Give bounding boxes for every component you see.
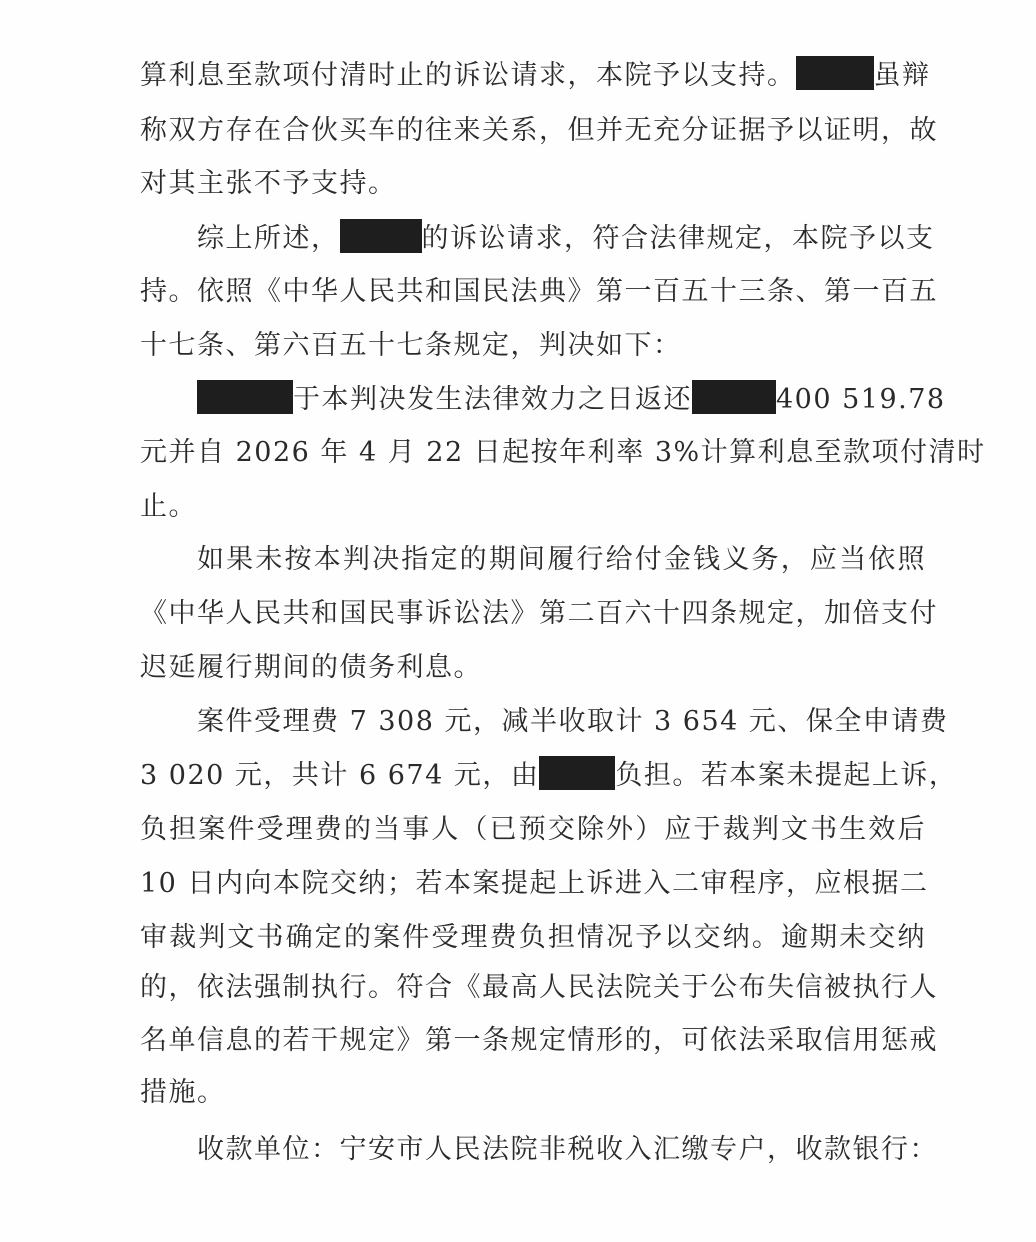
text-segment: 十七条、第六百五十七条规定，判决如下： — [140, 330, 682, 361]
text-line-13 — [140, 702, 949, 742]
text-segment: 名单信息的若干规定》第一条规定情形的，可依法采取信用惩戒 — [140, 1025, 938, 1056]
text-segment: 负担。若本案未提起上诉， — [615, 760, 958, 791]
text-line-9 — [140, 487, 926, 527]
text-line-18 — [140, 968, 938, 1008]
text-line-8 — [140, 433, 986, 473]
text-segment: 案件受理费 7 308 元，减半收取计 3 654 元、保全申请费 — [197, 706, 949, 737]
text-line-7 — [140, 380, 946, 420]
text-segment: 的诉讼请求，符合法律规定，本院予以支 — [421, 223, 935, 254]
text-segment: 虽辩 — [873, 60, 931, 91]
text-segment: 10 日内向本院交纳；若本案提起上诉进入二审程序，应根据二 — [140, 868, 929, 899]
text-segment: 审裁判文书确定的案件受理费负担情况予以交纳。逾期未交纳 — [140, 922, 926, 953]
text-line-6 — [140, 326, 926, 366]
text-line-11 — [140, 594, 938, 634]
text-line-17 — [140, 918, 926, 958]
redacted-name — [197, 380, 293, 414]
text-line-15 — [140, 810, 926, 850]
text-line-20 — [140, 1073, 926, 1113]
text-segment: 综上所述， — [197, 223, 340, 254]
text-line-21 — [140, 1130, 938, 1170]
text-line-4 — [140, 219, 935, 259]
text-segment: 算利息至款项付清时止的诉讼请求，本院予以支持。 — [140, 60, 796, 91]
text-line-2 — [140, 111, 938, 151]
redacted-name — [539, 756, 615, 790]
text-segment: 负担案件受理费的当事人（已预交除外）应于裁判文书生效后 — [140, 814, 926, 845]
text-line-14 — [140, 756, 958, 796]
text-line-3 — [140, 164, 926, 204]
amount-text: 400 519.78 — [776, 384, 946, 415]
text-segment: 《中华人民共和国民事诉讼法》第二百六十四条规定，加倍支付 — [140, 598, 938, 629]
text-segment: 迟延履行期间的债务利息。 — [140, 652, 482, 683]
text-segment: 止。 — [140, 491, 197, 522]
text-segment: 的，依法强制执行。符合《最高人民法院关于公布失信被执行人 — [140, 972, 938, 1003]
text-line-19 — [140, 1021, 938, 1061]
text-segment: 3 020 元，共计 6 674 元，由 — [140, 760, 540, 791]
text-line-5 — [140, 272, 938, 312]
text-line-16 — [140, 864, 929, 904]
redacted-name — [796, 56, 874, 90]
text-line-1 — [140, 56, 931, 96]
text-segment: 元并自 2026 年 4 月 22 日起按年利率 3%计算利息至款项付清时 — [140, 437, 986, 468]
text-line-12 — [140, 648, 926, 688]
text-segment: 对其主张不予支持。 — [140, 168, 397, 199]
text-segment: 持。依照《中华人民共和国民法典》第一百五十三条、第一百五 — [140, 276, 938, 307]
text-segment: 称双方存在合伙买车的往来关系，但并无充分证据予以证明，故 — [140, 115, 938, 146]
text-segment: 措施。 — [140, 1077, 226, 1108]
text-segment: 于本判决发生法律效力之日返还 — [293, 384, 692, 415]
text-line-10 — [140, 540, 926, 580]
text-segment: 收款单位：宁安市人民法院非税收入汇缴专户，收款银行： — [197, 1134, 938, 1165]
text-segment: 如果未按本判决指定的期间履行给付金钱义务，应当依照 — [197, 544, 926, 575]
redacted-name — [692, 380, 776, 414]
redacted-name — [340, 219, 422, 253]
